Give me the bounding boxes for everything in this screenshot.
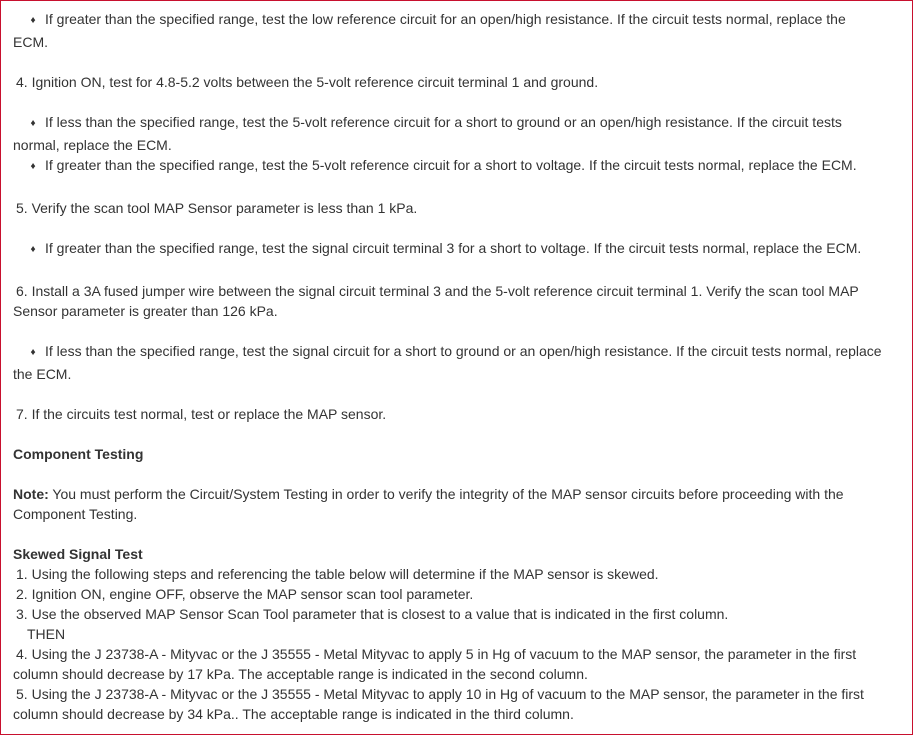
diamond-bullet-icon: ♦ <box>30 118 36 129</box>
note-text: You must perform the Circuit/System Testing in order to verify the integrity of the MAP sensor circuits before proceeding with the Component Testing. <box>13 486 844 522</box>
step-item <box>13 281 883 321</box>
step-text: Ignition ON, engine OFF, observe the MAP sensor scan tool parameter. <box>31 586 474 602</box>
step-number: 4. <box>16 74 28 90</box>
skewed-signal-test-heading: Skewed Signal Test <box>13 546 143 562</box>
spacer <box>13 178 883 198</box>
skewed-step-item <box>13 684 883 724</box>
step-number: 5. <box>16 686 28 702</box>
skewed-step-item <box>13 564 883 584</box>
bullet-text: If less than the specified range, test the 5-volt reference circuit for a short to ground or an open/high resistance. If the circuit tests normal, replace the ECM. <box>13 114 842 153</box>
step-number: 4. <box>16 646 28 662</box>
diamond-bullet-icon: ♦ <box>30 15 36 26</box>
step-number: 6. <box>16 283 28 299</box>
step-number: 1. <box>16 566 28 582</box>
diamond-bullet-icon: ♦ <box>30 347 36 358</box>
bullet-text: If greater than the specified range, test the 5-volt reference circuit for a short to voltage. If the circuit tests normal, replace the ECM. <box>45 157 857 173</box>
step-text: Ignition ON, test for 4.8-5.2 volts between the 5-volt reference circuit terminal 1 and ground. <box>31 74 599 90</box>
step-number: 5. <box>16 200 28 216</box>
step-item <box>13 404 883 424</box>
step-number: 2. <box>16 586 28 602</box>
step-number: 7. <box>16 406 28 422</box>
skewed-step-item <box>13 644 883 684</box>
bullet-text: If less than the specified range, test the signal circuit for a short to ground or an open/high resistance. If the circuit tests normal, replace the ECM. <box>13 343 882 382</box>
note-paragraph <box>13 484 883 524</box>
diamond-bullet-icon: ♦ <box>30 244 36 255</box>
step-text: Using the following steps and referencing the table below will determine if the MAP sensor is skewed. <box>31 566 659 582</box>
spacer <box>13 464 883 484</box>
bullet-text: If greater than the specified range, test the signal circuit terminal 3 for a short to voltage. If the circuit tests normal, replace the ECM. <box>45 240 862 256</box>
bullet-item <box>13 341 883 384</box>
step-text: Verify the scan tool MAP Sensor parameter is less than 1 kPa. <box>31 200 418 216</box>
step-text: If the circuits test normal, test or replace the MAP sensor. <box>31 406 387 422</box>
step-text: Install a 3A fused jumper wire between the signal circuit terminal 3 and the 5-volt reference circuit terminal 1. Verify the scan tool MAP Sensor parameter is greater than 126 kPa. <box>13 283 859 319</box>
bullet-item <box>13 112 883 155</box>
then-label: THEN <box>27 626 66 642</box>
spacer <box>13 424 883 444</box>
spacer <box>13 321 883 341</box>
step-text: Use the observed MAP Sensor Scan Tool parameter that is closest to a value that is indicated in the first column. <box>31 606 729 622</box>
component-testing-heading: Component Testing <box>13 446 144 462</box>
bullet-item <box>13 238 883 261</box>
skewed-step-item <box>13 584 883 604</box>
document-body <box>13 9 883 724</box>
skewed-step-item <box>13 604 883 624</box>
spacer <box>13 92 883 112</box>
bullet-item <box>13 155 883 178</box>
spacer <box>13 384 883 404</box>
diamond-bullet-icon: ♦ <box>30 161 36 172</box>
spacer <box>13 218 883 238</box>
step-text: Using the J 23738-A - Mityvac or the J 35555 - Metal Mityvac to apply 5 in Hg of vacuum to the MAP sensor, the parameter in the first column should decrease by 17 kPa. The acceptable range is indicated in the second column. <box>13 646 857 682</box>
bullet-item <box>13 9 883 52</box>
spacer <box>13 261 883 281</box>
spacer <box>13 52 883 72</box>
spacer <box>13 524 883 544</box>
note-label: Note: <box>13 486 49 502</box>
step-item <box>13 198 883 218</box>
bullet-text: If greater than the specified range, test the low reference circuit for an open/high resistance. If the circuit tests normal, replace the ECM. <box>13 11 846 50</box>
step-item <box>13 72 883 92</box>
step-text: Using the J 23738-A - Mityvac or the J 35555 - Metal Mityvac to apply 10 in Hg of vacuum to the MAP sensor, the parameter in the first column should decrease by 34 kPa.. The acceptable range is indicated in the third column. <box>13 686 864 722</box>
step-number: 3. <box>16 606 28 622</box>
